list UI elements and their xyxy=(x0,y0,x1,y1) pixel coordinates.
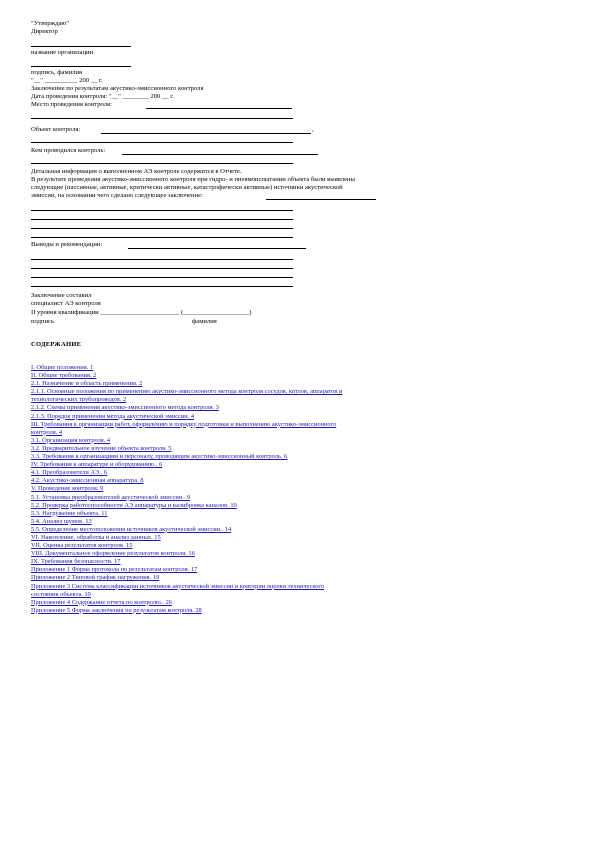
toc-link[interactable]: V. Проведение контроля. 9 xyxy=(31,485,104,493)
toc-item xyxy=(31,396,471,404)
toc-link[interactable]: VIII. Документальное оформление результатов контроля. 16 xyxy=(31,550,195,558)
toc-link[interactable]: 2.1.1. Основные положения по применению акустико-эмиссионного метода контроля сосудов, котлов, аппаратов и xyxy=(31,388,343,396)
toc-link[interactable]: состояния объекта. 19 xyxy=(31,590,91,598)
toc-item xyxy=(31,526,471,534)
conclusion-field-rule xyxy=(266,199,376,200)
toc-link[interactable]: 5.2. Проверка работоспособности АЭ аппаратуры и калибровка каналов. 10 xyxy=(31,501,237,509)
signature-rule xyxy=(31,66,131,67)
conclusion-rule-4 xyxy=(31,237,293,238)
toc-item xyxy=(31,599,471,607)
recommendations-rule-3 xyxy=(31,277,293,278)
toc-link[interactable]: IV. Требования к аппаратуре и оборудованию.. 6 xyxy=(31,461,163,469)
toc-link[interactable]: Приложение 2 Типовой график нагружения. 19 xyxy=(31,574,160,582)
toc-link[interactable]: Приложение 4 Содержание отчета по контролю.. 26 xyxy=(31,598,172,606)
toc-link[interactable]: 3.2. Предварительное изучение объекта контроля. 5 xyxy=(31,444,172,452)
toc-link[interactable]: 5.1. Установка преобразователей акустической эмиссии.. 9 xyxy=(31,493,191,501)
toc-item xyxy=(31,591,471,599)
toc-item xyxy=(31,485,471,493)
toc-item xyxy=(31,380,471,388)
inspection-date-label: Дата проведения контроля: "__" ________ 200 __ г. xyxy=(31,93,174,100)
recommendations-rule-1 xyxy=(31,259,293,260)
toc-link[interactable]: Приложение 1 Форма протокола по результатам контроля. 17 xyxy=(31,566,198,574)
toc-link[interactable]: 5.5. Определение местоположения источников акустической эмиссии.. 14 xyxy=(31,525,232,533)
toc-item xyxy=(31,502,471,510)
signature-label: подпись, фамилия xyxy=(31,69,83,76)
toc-item xyxy=(31,364,471,372)
approval-date-line: "__" __________ 200 __ г. xyxy=(31,77,103,84)
conclusion-rule-1 xyxy=(31,210,293,211)
surname-caption: фамилия xyxy=(192,318,217,325)
place-field-rule xyxy=(146,108,292,109)
performer-label: Кем проводился контроль: xyxy=(31,147,106,154)
toc-item xyxy=(31,437,471,445)
toc-link[interactable]: 4.1. Преобразователи АЭ.. 6 xyxy=(31,469,108,477)
result-text-line-1: В результате проведения акустико-эмиссионного контроля при гидро- и пневмоиспытании объекта были выявлены xyxy=(31,176,355,183)
toc-link[interactable]: I. Общие положения. 1 xyxy=(31,364,94,371)
toc-link[interactable]: 4.2. Акустико-эмиссионная аппаратура. 8 xyxy=(31,477,144,485)
toc-heading: СОДЕРЖАНИЕ xyxy=(31,341,82,348)
org-name-label: название организации xyxy=(31,49,94,56)
toc-item xyxy=(31,388,471,396)
place-extra-rule xyxy=(31,118,293,119)
result-text-line-2: следующие (пассивные, активные, критически активные, катастрофически активные) источники акустической xyxy=(31,184,343,191)
toc-link[interactable]: 2.1.2. Схемы применения акустико-эмиссионного метода контроля. 3 xyxy=(31,404,219,412)
toc-item xyxy=(31,429,471,437)
signature-caption: подпись xyxy=(31,318,54,325)
recommendations-field-rule xyxy=(128,248,306,249)
object-extra-rule xyxy=(31,142,293,143)
compiled-by-line-1: Заключение составил xyxy=(31,292,92,299)
toc-item xyxy=(31,469,471,477)
toc-item xyxy=(31,445,471,453)
toc-item xyxy=(31,542,471,550)
toc-item xyxy=(31,494,471,502)
toc-link[interactable]: 5.4. Анализ шумов. 13 xyxy=(31,517,92,525)
toc-item xyxy=(31,372,471,380)
object-field-suffix: , xyxy=(312,126,314,133)
toc-item xyxy=(31,558,471,566)
toc-list xyxy=(31,364,471,615)
conclusion-rule-3 xyxy=(31,228,293,229)
object-field-rule xyxy=(101,133,311,134)
toc-link[interactable]: IX. Требования безопасности. 17 xyxy=(31,558,121,566)
toc-link[interactable]: 2.1. Назначение и область применения. 2 xyxy=(31,380,143,388)
compiled-by-line-2: специалист АЭ контроля xyxy=(31,300,101,307)
toc-item xyxy=(31,550,471,558)
recommendations-rule-2 xyxy=(31,268,293,269)
toc-link[interactable]: Приложение 3 Система классификации источников акустической эмиссии и критерии оценки технического xyxy=(31,582,325,590)
toc-link[interactable]: III. Требования к организации работ, оформлению и порядку подготовки и выполнению акустико-эмиссионного xyxy=(31,420,337,428)
approval-title: "Утверждаю" xyxy=(31,20,69,27)
qualification-level-line: II уровня квалификации ________________________ (____________________) xyxy=(31,309,252,316)
recommendations-label: Выводы и рекомендации: xyxy=(31,241,103,248)
toc-item xyxy=(31,518,471,526)
toc-link[interactable]: технологических трубопроводов. 2 xyxy=(31,396,127,404)
toc-link[interactable]: 3.3. Требования к организациям и персоналу, проводящим акустико-эмиссионный контроль. 6 xyxy=(31,453,288,461)
toc-item xyxy=(31,510,471,518)
toc-item xyxy=(31,413,471,421)
toc-link[interactable]: II. Общие требования. 2 xyxy=(31,372,97,380)
toc-item xyxy=(31,583,471,591)
org-name-rule xyxy=(31,46,131,47)
recommendations-rule-4 xyxy=(31,286,293,287)
toc-item xyxy=(31,404,471,412)
toc-item xyxy=(31,421,471,429)
conclusion-rule-2 xyxy=(31,219,293,220)
toc-link[interactable]: 3.1. Организация контроля. 4 xyxy=(31,436,111,444)
approval-position: Директор xyxy=(31,28,58,35)
toc-item xyxy=(31,453,471,461)
toc-item xyxy=(31,461,471,469)
toc-link[interactable]: VII. Оценка результатов контроля. 15 xyxy=(31,542,133,550)
toc-link[interactable]: 5.3. Нагружение объекта. 11 xyxy=(31,509,108,517)
toc-link[interactable]: Приложение 5 Форма заключения по результатам контроля. 28 xyxy=(31,606,202,614)
toc-item xyxy=(31,477,471,485)
details-text: Детальная информация о выполненном АЭ контроле содержится в Отчете. xyxy=(31,168,242,175)
toc-item xyxy=(31,607,471,615)
toc-item xyxy=(31,566,471,574)
result-text-line-3: эмиссии, на основании чего сделано следующее заключение: xyxy=(31,192,203,199)
toc-link[interactable]: 2.1.3. Порядок применения метода акустической эмиссии. 4 xyxy=(31,412,195,420)
inspection-place-label: Место проведения контроля: xyxy=(31,101,112,108)
performer-extra-rule xyxy=(31,163,293,164)
conclusion-title: Заключение по результатам акустико-эмиссионного контроля xyxy=(31,85,204,92)
toc-item xyxy=(31,534,471,542)
toc-item xyxy=(31,574,471,582)
object-label: Объект контроля: xyxy=(31,126,81,133)
performer-field-rule xyxy=(122,154,318,155)
toc-link[interactable]: VI. Накопление, обработка и анализ данных. 15 xyxy=(31,533,161,541)
toc-link[interactable]: контроля. 4 xyxy=(31,428,63,436)
